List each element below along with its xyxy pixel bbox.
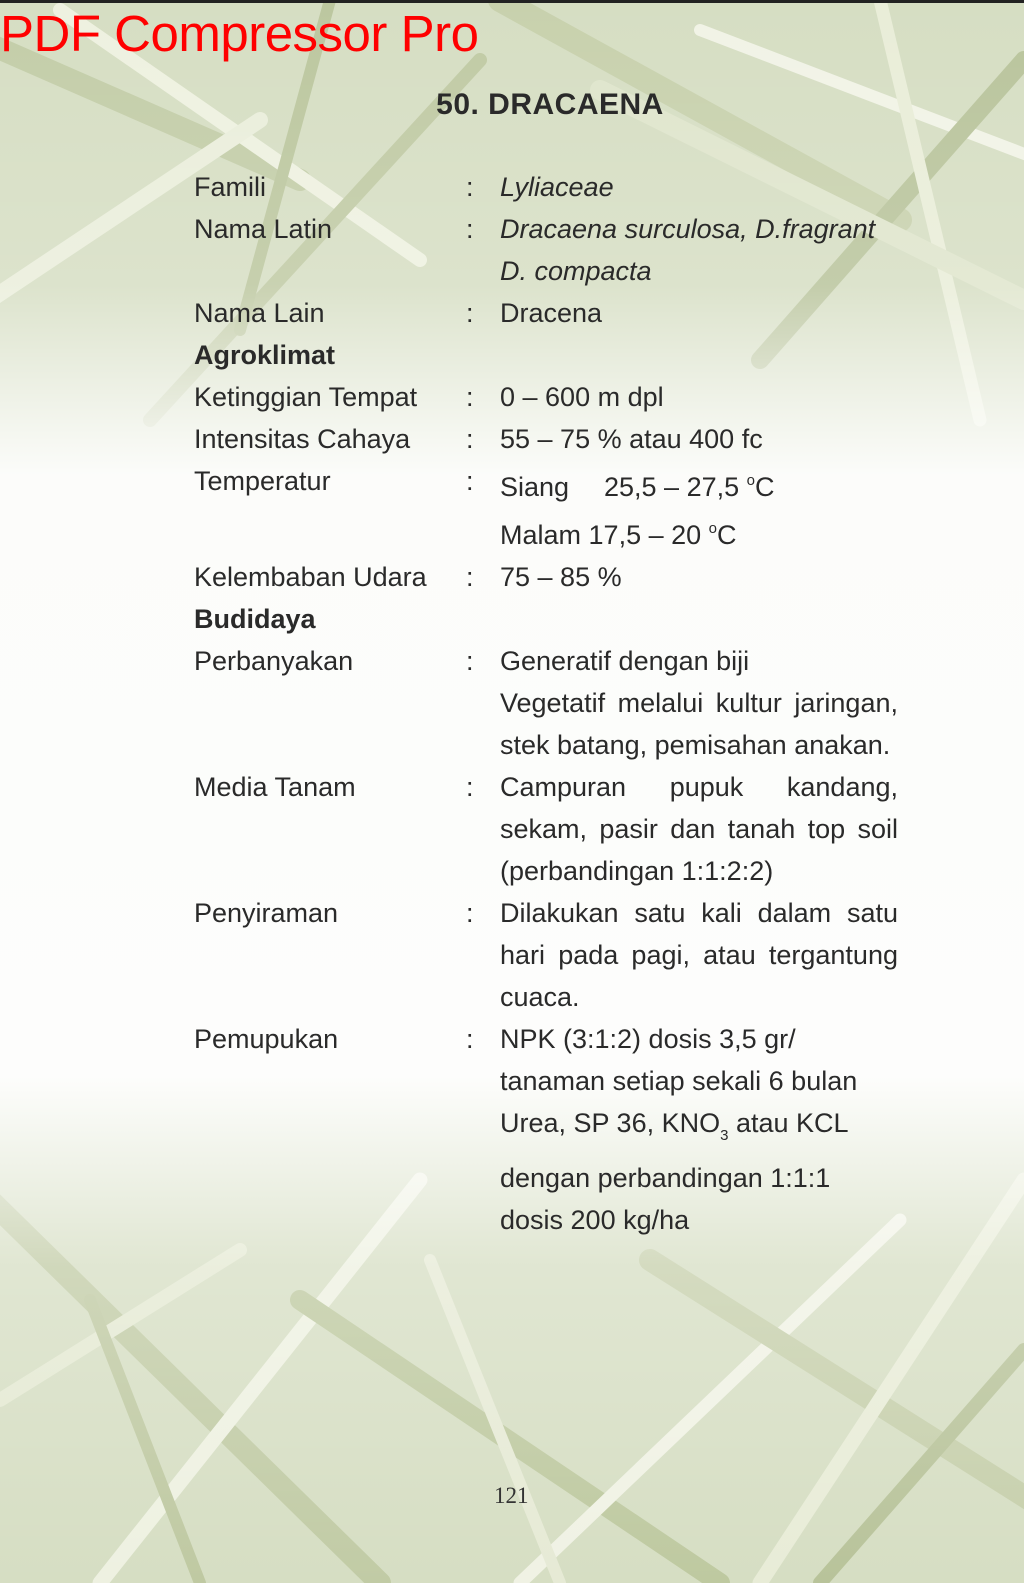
section-heading-budidaya: Budidaya (194, 604, 316, 634)
value-penyiraman: Dilakukan satu kali dalam satu hari pada pagi, atau tergantung cuaca. (500, 898, 898, 1012)
degree-sup: o (708, 520, 717, 537)
colon: : (466, 646, 474, 676)
pemupukan-line-3 (500, 1102, 898, 1157)
label-media-tanam: Media Tanam (194, 772, 356, 802)
colon: : (466, 172, 474, 202)
label-perbanyakan: Perbanyakan (194, 646, 354, 676)
value-famili: Lyliaceae (500, 172, 614, 202)
label-nama-latin: Nama Latin (194, 214, 333, 244)
temperatur-siang (500, 460, 898, 508)
colon: : (466, 382, 474, 412)
colon: : (466, 424, 474, 454)
heading-budidaya (194, 598, 902, 640)
degree-sup: o (746, 472, 755, 489)
label-nama-lain: Nama Lain (194, 298, 325, 328)
pemupukan-line-1: NPK (3:1:2) dosis 3,5 gr/ (500, 1024, 796, 1054)
pemupukan-line-4: dengan perbandingan 1:1:1 (500, 1163, 831, 1193)
colon: : (466, 466, 474, 496)
label-kelembaban: Kelembaban Udara (194, 562, 427, 592)
label-intensitas: Intensitas Cahaya (194, 424, 411, 454)
row-famili (194, 166, 902, 208)
heading-agroklimat (194, 334, 902, 376)
label-penyiraman: Penyiraman (194, 898, 339, 928)
value-ketinggian: 0 – 600 m dpl (500, 382, 664, 412)
value-perbanyakan (500, 640, 898, 766)
colon: : (466, 214, 474, 244)
page-title: 50. DRACAENA (436, 88, 664, 121)
pemupukan-line-5: dosis 200 kg/ha (500, 1205, 690, 1235)
malam-value: 17,5 – 20 (588, 520, 702, 550)
row-temperatur (194, 460, 902, 556)
value-kelembaban: 75 – 85 % (500, 562, 622, 592)
watermark-text: PDF Compressor Pro (0, 5, 479, 62)
label-ketinggian: Ketinggian Tempat (194, 382, 418, 412)
value-nama-latin (500, 208, 898, 292)
value-nama-lain: Dracena (500, 298, 603, 328)
siang-value: 25,5 – 27,5 (604, 472, 740, 502)
label-famili: Famili (194, 172, 266, 202)
row-ketinggian (194, 376, 902, 418)
subscript-3: 3 (720, 1127, 729, 1144)
section-heading-agroklimat: Agroklimat (194, 340, 336, 370)
row-media-tanam (194, 766, 902, 892)
value-intensitas: 55 – 75 % atau 400 fc (500, 424, 763, 454)
pemupukan-line-3-a: Urea, SP 36, KNO (500, 1108, 721, 1138)
plant-info-table (194, 166, 902, 1241)
row-intensitas (194, 418, 902, 460)
colon: : (466, 772, 474, 802)
nama-latin-line-1: Dracaena surculosa, D.fragrant (500, 214, 876, 244)
row-pemupukan (194, 1018, 902, 1241)
label-pemupukan: Pemupukan (194, 1024, 339, 1054)
colon: : (466, 1024, 474, 1054)
value-media-tanam: Campuran pupuk kandang, sekam, pasir dan tanah top soil (perbandingan 1:1:2:2) (500, 772, 898, 886)
perbanyakan-line-2: Vegetatif melalui kultur jaringan, stek batang, pemisahan anakan. (500, 688, 898, 760)
page-number: 121 (494, 1483, 529, 1508)
colon: : (466, 898, 474, 928)
pemupukan-line-3-b: atau KCL (728, 1108, 849, 1138)
top-border (0, 0, 1024, 3)
row-kelembaban (194, 556, 902, 598)
row-penyiraman (194, 892, 902, 1018)
colon: : (466, 298, 474, 328)
unit-c: C (754, 472, 775, 502)
nama-latin-line-2: D. compacta (500, 256, 652, 286)
malam-label: Malam (500, 520, 582, 550)
temperatur-malam (500, 508, 898, 556)
row-nama-lain (194, 292, 902, 334)
unit-c: C (717, 520, 737, 550)
label-temperatur: Temperatur (194, 466, 331, 496)
pemupukan-line-2: tanaman setiap sekali 6 bulan (500, 1066, 858, 1096)
perbanyakan-line-1: Generatif dengan biji (500, 646, 750, 676)
value-pemupukan (500, 1018, 898, 1241)
siang-label: Siang (500, 472, 570, 502)
value-temperatur (500, 460, 898, 556)
row-perbanyakan (194, 640, 902, 766)
colon: : (466, 562, 474, 592)
row-nama-latin (194, 208, 902, 292)
